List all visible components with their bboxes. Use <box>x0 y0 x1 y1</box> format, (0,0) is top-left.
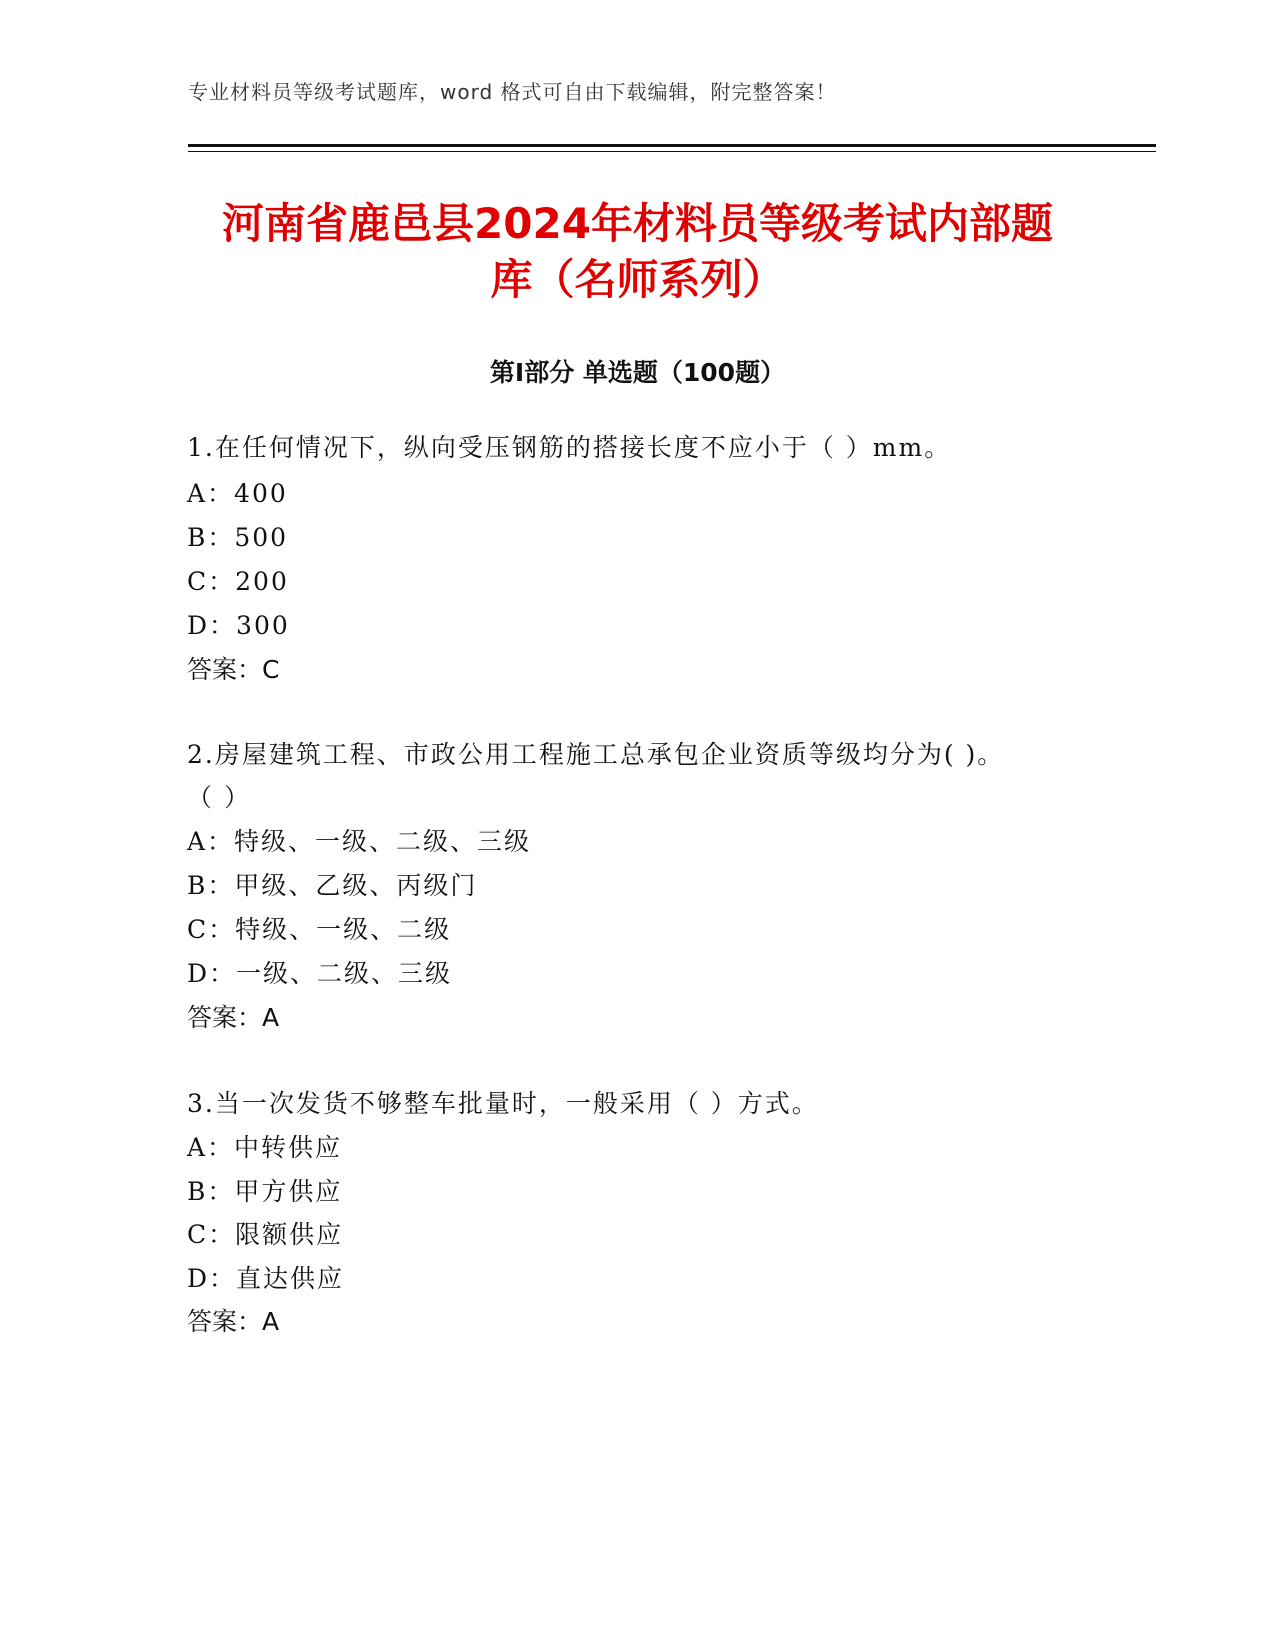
answer: 答案：A <box>187 1003 280 1032</box>
option-d: D：300 <box>187 611 290 640</box>
question-stem: 3.当一次发货不够整车批量时，一般采用（ ）方式。 <box>187 1089 819 1118</box>
section-title: 第Ⅰ部分 单选题（100题） <box>489 358 786 387</box>
header-note: 专业材料员等级考试题库，word 格式可自由下载编辑，附完整答案！ <box>188 80 837 104</box>
option-c: C：200 <box>187 567 289 596</box>
option-a: A：400 <box>187 479 288 508</box>
option-c: C：特级、一级、二级 <box>187 915 452 944</box>
header-divider-thin <box>188 151 1156 152</box>
question-stem: 2.房屋建筑工程、市政公用工程施工总承包企业资质等级均分为( )。 <box>187 740 1005 769</box>
document-title <box>160 196 1115 308</box>
option-b: B：甲级、乙级、丙级门 <box>187 871 478 900</box>
question-stem-continuation: （ ） <box>187 783 251 812</box>
answer: 答案：C <box>187 655 280 684</box>
option-d: D：一级、二级、三级 <box>187 959 453 988</box>
option-a: A：特级、一级、二级、三级 <box>187 827 532 856</box>
answer: 答案：A <box>187 1307 280 1336</box>
option-b: B：甲方供应 <box>187 1177 343 1206</box>
option-c: C：限额供应 <box>187 1220 344 1249</box>
question-stem: 1.在任何情况下，纵向受压钢筋的搭接长度不应小于（ ）mm。 <box>187 433 952 462</box>
document-title-line-1: 河南省鹿邑县2024年材料员等级考试内部题 <box>222 199 1053 248</box>
option-d: D：直达供应 <box>187 1264 345 1293</box>
option-a: A：中转供应 <box>187 1133 343 1162</box>
option-b: B：500 <box>187 523 289 552</box>
document-title-line-2: 库（名师系列） <box>490 255 785 304</box>
header-divider-thick <box>188 144 1156 147</box>
